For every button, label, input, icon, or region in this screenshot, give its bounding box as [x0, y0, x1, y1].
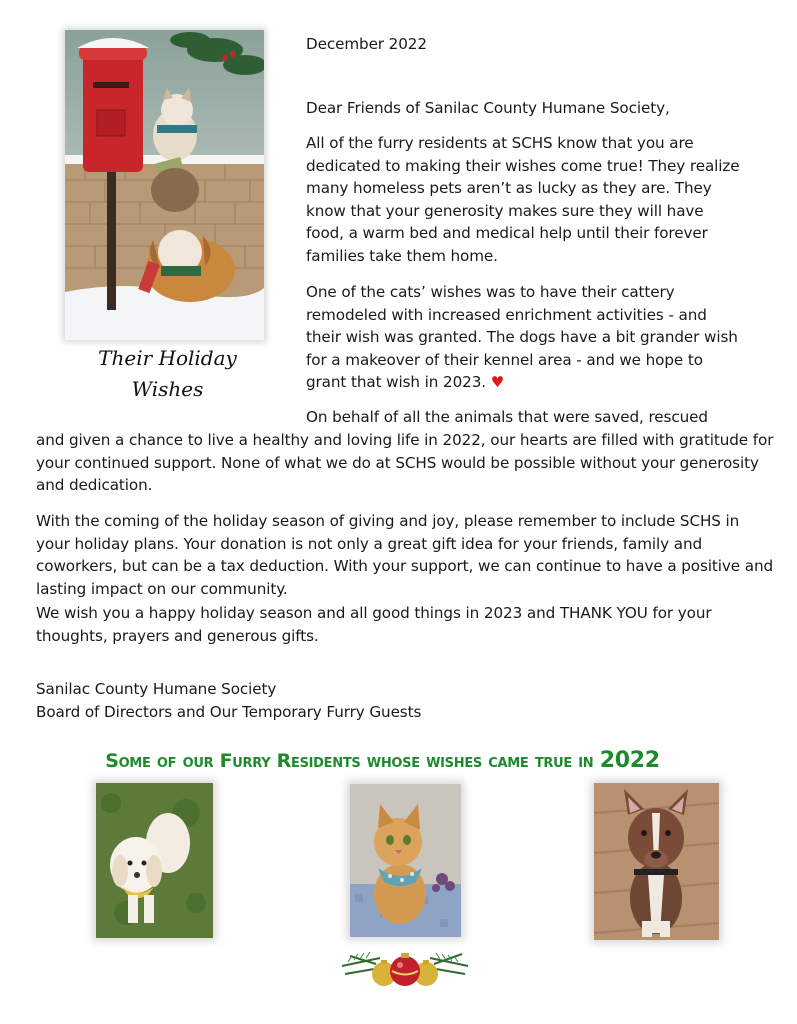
brown-pitbull-photo [594, 783, 719, 940]
orange-cat-photo [350, 784, 461, 937]
white-dog-photo [96, 783, 213, 938]
illustration-caption [70, 343, 265, 405]
letter-paragraph-5: We wish you a happy holiday season and all good things in 2023 and THANK YOU for your thoughts, prayers and generous gifts. [36, 604, 712, 645]
holiday-illustration [65, 30, 264, 340]
caption-line-2: Wishes [131, 377, 204, 401]
gallery-heading [0, 748, 765, 773]
caption-line-1: Their Holiday [98, 346, 237, 370]
orange-cat-icon [350, 784, 461, 937]
signature-organization: Sanilac County Humane Society [36, 680, 277, 698]
white-dog-icon [96, 783, 213, 938]
letter-salutation: Dear Friends of Sanilac County Humane Society, [306, 99, 670, 117]
letter-date: December 2022 [306, 35, 427, 53]
postbox-cats-dog-icon [65, 30, 264, 340]
paragraph-2-text: One of the cats’ wishes was to have their cattery remodeled with increased enrichment activities - and their wish was granted. The dogs have a bit grander wish for a makeover of their kennel area - and we hope to grant that wish in 2023. [306, 283, 738, 391]
christmas-ornaments [340, 944, 470, 994]
letter-paragraph-4: With the coming of the holiday season of giving and joy, please remember to include SCHS in your holiday plans. Your donation is not only a great gift idea for your friends, family and coworkers, but can be a tax deduction. With your support, we can continue to have a positive and lasting impact on our community. [36, 512, 774, 598]
gallery-heading-year: 2022 [599, 748, 660, 773]
letter-paragraph-3-first-line: On behalf of all the animals that were saved, rescued [306, 408, 708, 426]
letter-paragraph-1: All of the furry residents at SCHS know that you are dedicated to making their wishes come true! They realize many homeless pets aren’t as lucky as they are. They know that your generosity makes sure they will have food, a warm bed and medical help until their forever families take them home. [306, 134, 740, 265]
letter-paragraph-3: and given a chance to live a healthy and loving life in 2022, our hearts are filled with gratitude for your continued support. None of what we do at SCHS would be possible without your generosity and dedication. [36, 431, 774, 494]
letter-paragraph-2 [306, 281, 746, 394]
signature-board: Board of Directors and Our Temporary Furry Guests [36, 703, 422, 721]
brown-pitbull-icon [594, 783, 719, 940]
heart-icon: ♥ [490, 373, 505, 391]
gallery-heading-text: Some of our Furry Residents whose wishes came true in [105, 750, 594, 772]
christmas-ornaments-icon [340, 944, 470, 994]
